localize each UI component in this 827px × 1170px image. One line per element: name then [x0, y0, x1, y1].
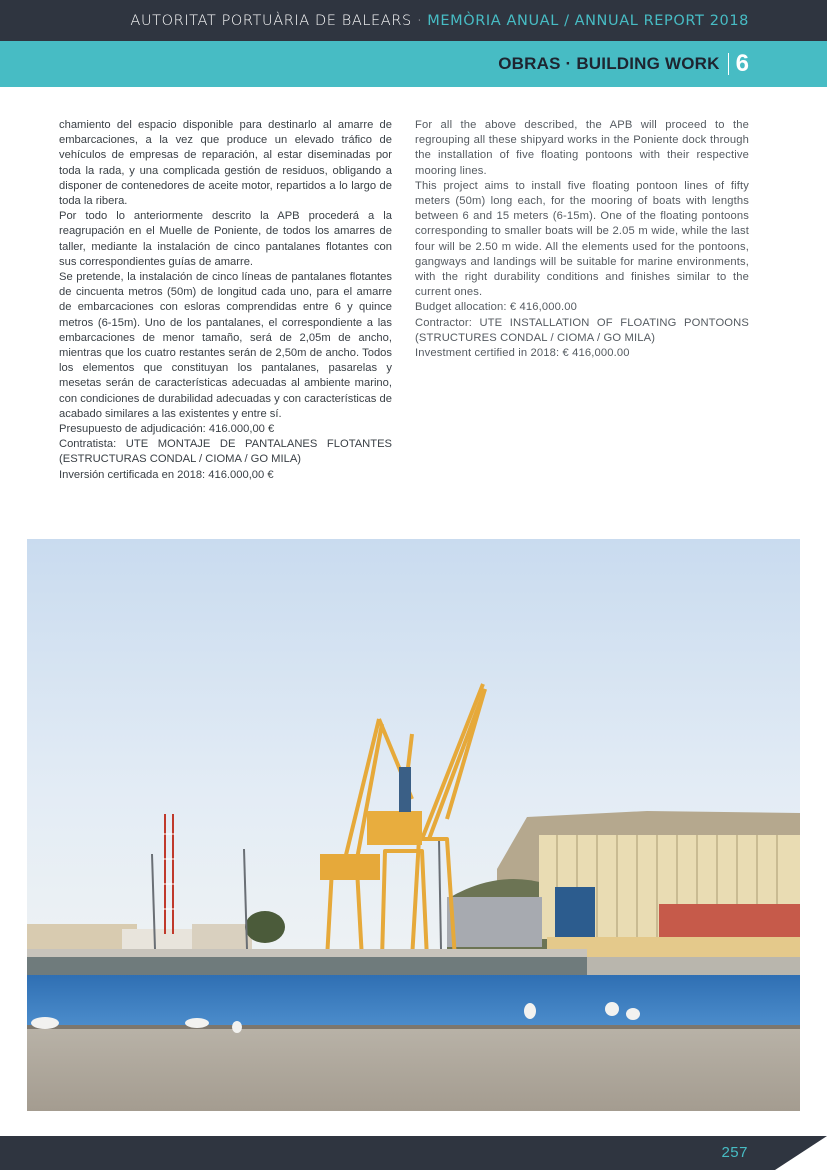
right-contractor: Contractor: UTE INSTALLATION OF FLOATING PONTOONS (STRUCTURES CONDAL / CIOMA / GO MILA): [415, 316, 749, 344]
right-paragraph-2: This project aims to install five floating pontoon lines of fifty meters (50m) long each, for the mooring of boats with lengths between 6 and 15 meters (6-15m). One of the floating pontoons corresponding to smaller boats will be 2.05 m wide, while the last four will be 2.50 m wide. All the elements used for the pontoons, gangways and landings will be suitable for marine environments, with the right durability conditions and finishes similar to the current ones.: [415, 179, 749, 299]
left-text-column: [59, 118, 392, 483]
section-bar: [0, 41, 827, 87]
left-budget: Presupuesto de adjudicación: 416.000,00 €: [59, 423, 275, 436]
left-paragraph-1: chamiento del espacio disponible para destinarlo al amarre de embarcaciones, a la vez que produce un elevado tráfico de vehículos de empresas de reparación, al estar diseminadas por toda la rada, y una complicada gestión de residuos, obligando a disponer de contenedores de aceite motor, repartidos a lo largo de toda la ribera.: [59, 119, 392, 208]
right-budget: Budget allocation: € 416,000.00: [415, 301, 578, 314]
section-divider: [728, 53, 729, 75]
header-memoria: MEMÒRIA ANUAL /: [427, 12, 570, 29]
right-paragraph-1: For all the above described, the APB will proceed to the regrouping all these shipyard works in the Poniente dock through the installation of five floating pontoons with their respective mooring lines.: [415, 119, 749, 177]
harbour-photo: [27, 539, 800, 1111]
corner-stripe-icon: [767, 1136, 827, 1170]
left-investment: Inversión certificada en 2018: 416.000,00 €: [59, 468, 274, 481]
header-annual-report: ANNUAL REPORT 2018: [574, 12, 749, 29]
left-contractor: Contratista: UTE MONTAJE DE PANTALANES FLOTANTES (ESTRUCTURAS CONDAL / CIOMA / GO MILA): [59, 438, 392, 466]
left-paragraph-2: Por todo lo anteriormente descrito la APB procederá a la reagrupación en el Muelle de Poniente, de todos los amarres de taller, mediante la instalación de cinco pantalanes flotantes con sus correspondientes guías de amarre.: [59, 210, 392, 268]
left-paragraph-3: Se pretende, la instalación de cinco líneas de pantalanes flotantes de cincuenta metros (50m) de longitud cada uno, para el amarre de embarcaciones con esloras comprendidas entre 6 y quince metros (6-15m). Uno de los pantalanes, el correspondiente a las embarcaciones de menor tamaño, será de 2,05m de ancho, mientras que los cuatro restantes serán de 2,50m de ancho. Todos los elementos que constituyan los pantalanes, pasarelas y mesetas serán de características adecuadas al ambiente marino, con condiciones de durabilidad adecuadas y con características de acabado similares a las existentes y entre sí.: [59, 271, 392, 420]
section-number: 6: [735, 50, 749, 77]
section-title: OBRAS · BUILDING WORK: [498, 54, 720, 73]
page-number: 257: [721, 1144, 748, 1161]
right-text-column: [415, 118, 749, 361]
right-investment: Investment certified in 2018: € 416,000.00: [415, 347, 630, 360]
header-org: AUTORITAT PORTUÀRIA DE BALEARS ·: [130, 12, 423, 29]
bottom-footer-bar: [0, 1136, 827, 1170]
top-header-bar: [0, 0, 827, 41]
